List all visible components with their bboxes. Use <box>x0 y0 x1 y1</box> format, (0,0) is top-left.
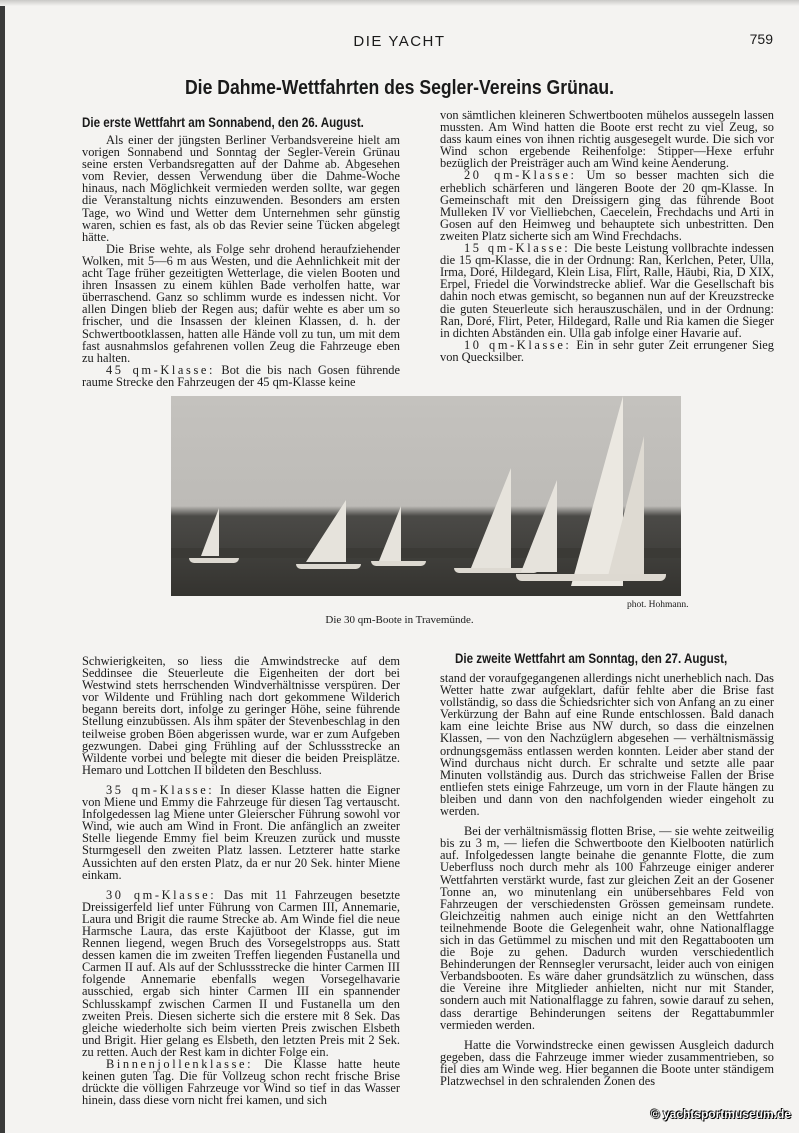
class-label: 30 qm-Klasse: <box>106 887 217 902</box>
paragraph-10qm: 10 qm-Klasse: Ein in sehr guter Zeit errungener Sieg von Quecksilber. <box>440 337 774 364</box>
paragraph-binnenjollen: Binnenjollenklasse: Die Klasse hatte heute keinen guten Tag. Die für Vollzeug schon recht frische Brise drückte die völligen Fahrzeuge vor Wind so tief in das Wasser hinein, dass diese vorn nicht frei kamen, und sich <box>82 1057 400 1108</box>
photo-credit: phot. Hohmann. <box>627 600 689 610</box>
paragraph: von sämtlichen kleineren Schwertbooten mühelos aussegeln lassen mussten. Am Wind hatten die Boote erst recht zu viel Zeug, so dass kaum eines von ihnen richtig ausgesegelt wurde. Die sich vor Wind schon ergebende Reihenfolge: Stipper—Hexe erfuhr bezüglich der Preisträger auch am Wind keine Aenderung. <box>440 108 774 171</box>
paragraph: stand der voraufgegangenen allerdings nicht unerheblich nach. Das Wetter hatte zwar aufgeklart, dafür fehlte aber die Brise fast vollständig, so dass die Schiedsrichter sich von Anfang an zu einer Verkürzung der Bahn auf eine Runde entschlossen. Bald danach kam eine leichte Brise aus NW durch, so dass die einzelnen Klassen, — von den Nachzüglern abgesehen — verhältnismässig ordnungsgemäss entlassen werden konnten. Leider aber stand der Wind durchaus nicht durch. Er schralte und setzte alle paar Minuten vollständig aus. Durch das strichweise Fallen der Brise entliefen stets einige Fahrzeuge, um vorn in der Flaute hängen zu bleiben und dann von den nachfolgenden wieder eingeholt zu werden. <box>440 671 774 819</box>
class-label: 45 qm-Klasse: <box>106 362 216 377</box>
paragraph: Bei der verhältnismässig flotten Brise, — sie wehte zeitweilig bis zu 3 m, — liefen die Schwertboote den Kielbooten natürlich auf. Infolgedessen langte beinahe die genannte Flotte, die zum Ueberfluss noch durch mehr als 100 Fahrzeuge einiger anderer Wettfahrten verstärkt wurde, fast zur gleichen Zeit an der Gosener Tonne an, wo minutenlang ein unübersehbares Feld von Fahrzeugen der verschiedensten Grössen gemeinsam rundete. Gleichzeitig nahmen auch einige nicht an den Wettfahrten teilnehmende Boote die Gelegenheit wahr, ohne Nationalflagge sich in das Getümmel zu mischen und mit den Regattabooten um die Boje zu gehen. Dadurch wurden verschiedentlich Behinderungen der Rennsegler verursacht, leider auch von einigen Verbandsbooten. Es wäre daher grundsätzlich zu wünschen, dass die Vereine ihre Mitglieder anhielten, nicht nur mit Stander, sondern auch mit Nationalflagge zu fahren, sowie darauf zu sehen, dass derartige Behinderungen seitens der Regattabummler vermieden werden. <box>440 824 774 1032</box>
sail-icon <box>306 500 346 562</box>
page-top-shadow <box>0 0 799 6</box>
section-heading-first-race: Die erste Wettfahrt am Sonnabend, den 26. August. <box>82 115 364 130</box>
sail-icon <box>608 436 644 576</box>
paragraph: Hatte die Vorwindstrecke einen gewissen Ausgleich dadurch gegeben, dass die Fahrzeuge immer wieder zusammentrieben, so fiel dies am Winde weg. Hier begannen die Boote unter ständigem Platzwechsel in den schralenden Zonen des <box>440 1037 774 1088</box>
sail-icon <box>201 508 219 556</box>
column-bottom-left <box>82 655 400 1106</box>
running-head: DIE YACHT <box>353 33 446 50</box>
sail-icon <box>379 506 401 561</box>
class-label: 35 qm-Klasse: <box>106 782 215 797</box>
paragraph-35qm: 35 qm-Klasse: In dieser Klasse hatten die Eigner von Miene und Emmy die Fahrzeuge für diesen Tag vertauscht. Infolgedessen lag Miene unter Gleierscher Führung sowohl vor Wind, wie auch am Wind in Front. Die anfänglich an zweiter Stelle liegende Emmy fiel beim Kreuzen zurück und musste Sturmgesell den zweiten Platz lassen. Letzterer hatte starke Aussichten auf den ersten Platz, da er nur 20 Sek. hinter Miene einkam. <box>82 782 400 882</box>
class-label: Binnenjollenklasse: <box>106 1057 254 1071</box>
paragraph-15qm: 15 qm-Klasse: Die beste Leistung vollbrachte indessen die 15 qm-Klasse, die in der Ordnung: Ran, Kerlchen, Peter, Ulla, Irma, Doré, Hildegard, Klein Lisa, Flirt, Ralle, Häubi, Ria, D XIX, Erpel, Friedel die Vorwindstrecke ablief. War die Gesellschaft bis dahin noch etwas gemischt, so begannen nun auf der Kreuzstrecke die guten Steuerleute sich herauszuschälen, und in der Ordnung: Ran, Doré, Flirt, Peter, Hildegard, Ralle und Ria kamen die Sieger in dichten Abständen ein. Ulla gab infolge einer Havarie auf. <box>440 241 774 340</box>
paragraph: Als einer der jüngsten Berliner Verbandsvereine hielt am vorigen Sonnabend und Sonntag der Segler-Verein Grünau seine ersten Verbandsregatten auf der Dahme ab. Abgesehen vom Revier, dessen Verwendung über die Dahme-Woche hinaus, nach Möglichkeit vermieden werden sollte, war gegen die Veranstaltung nichts einzuwenden. Besonders am ersten Tage, wo Wind und Wetter dem Unternehmen sehr günstig waren, schien es fast, als ob das Revier seine Tücken abgelegt hätte. <box>82 133 400 244</box>
hull <box>371 561 426 566</box>
page-number: 759 <box>749 31 773 47</box>
page-binding-edge <box>0 0 5 1133</box>
column-bottom-right <box>440 672 774 1087</box>
class-label: 15 qm-Klasse: <box>464 241 571 256</box>
class-label: 10 qm-Klasse: <box>464 337 572 352</box>
column-top-left <box>82 134 400 388</box>
sailboat-photo <box>171 396 681 596</box>
class-label: 20 qm-Klasse: <box>464 168 577 183</box>
article-title: Die Dahme-Wettfahrten des Segler-Vereins Grünau. <box>184 77 615 99</box>
hull <box>189 558 239 563</box>
column-top-right <box>440 109 774 363</box>
hull <box>296 564 361 569</box>
paragraph-20qm: 20 qm-Klasse: Um so besser machten sich die erheblich schärferen und längeren Boote der 20 qm-Klasse. In Gemeinschaft mit den Dreissigern ging das führende Boot Mulleken IV vor Vielliebchen, Caecelein, Frechdachs und Arti in Gosen auf den Heimweg und behauptete sich unbestritten. Den zweiten Platz sicherte sich am Wind Frechdachs. <box>440 168 774 243</box>
copyright-watermark: © yachtsportmuseum.de <box>650 1107 791 1121</box>
paragraph: Die Brise wehte, als Folge sehr drohend heraufziehender Wolken, mit 5—6 m aus Westen, und die Aehnlichkeit mit der acht Tage früher gezeitigten Wetterlage, die vielen Booten und ihren Insassen zu einem kühlen Bade verholfen hatte, war überraschend. Ganz so schlimm wurde es indessen nicht. Vor allen Dingen blieb der Regen aus; dafür wehte es aber um so frischer, und die Insassen der kleinen Klassen, d. h. der Schwertbootklassen, hatten alle Hände voll zu tun, um mit dem fast ausnahmslos gefahrenen vollen Zeug die Fahrzeuge eben zu halten. <box>82 241 400 365</box>
sail-icon <box>471 468 511 568</box>
hull <box>516 574 666 581</box>
paragraph-45qm: 45 qm-Klasse: Bot die bis nach Gosen führende raume Strecke den Fahrzeugen der 45 qm-Klasse keine <box>82 362 400 389</box>
section-heading-second-race: Die zweite Wettfahrt am Sonntag, den 27. August, <box>455 651 728 666</box>
photo-caption: Die 30 qm-Boote in Travemünde. <box>325 614 474 626</box>
paragraph: Schwierigkeiten, so liess die Amwindstrecke auf dem Seddinsee die Steuerleute die Eigenheiten der dort bei Westwind stets herrschenden Windverhältnisse verspüren. Der vor Wildente und Frühling nach dort gekommene Wilderich begann bereits dort, infolge zu geringer Höhe, seine führende Stellung einzubüssen. Als ihm später der Stevenbeschlag in den teilweise groben Böen abgerissen wurde, war er zum Aufgeben gezwungen. Dabei ging Frühling auf der Schlussstrecke an Wildente vorbei und belegte mit dieser die beiden Preisplätze. Hemaro und Lottchen II bildeten den Beschluss. <box>82 654 400 777</box>
sail-icon <box>521 480 557 572</box>
paragraph-30qm: 30 qm-Klasse: Das mit 11 Fahrzeugen besetzte Dreissigerfeld lief unter Führung von Carmen III, Annemarie, Laura und Brigit die raume Strecke ab. Am Winde fiel die neue Harmsche Laura, das erste Kajütboot der Klasse, gut im Rennen liegend, wegen Bruch des Vorsegelstropps aus. Statt dessen kamen die im zweiten Treffen liegenden Fustanella und Carmen II auf. Als auf der Schlussstrecke die hinter Carmen III folgende Annemarie ebenfalls wegen Vorsegelhavarie ausschied, ergab sich hinter Carmen III ein spannender Schlusskampf zwischen Carmen II und Fustanella um den zweiten Preis. Diesen sicherte sich die erstere mit 8 Sek. Das gleiche wiederholte sich beim vierten Preis zwischen Elsbeth und Brigit. Hier gelang es Elsbeth, den letzten Preis mit 2 Sek. zu retten. Auch der Rest kam in dichter Folge ein. <box>82 887 400 1059</box>
